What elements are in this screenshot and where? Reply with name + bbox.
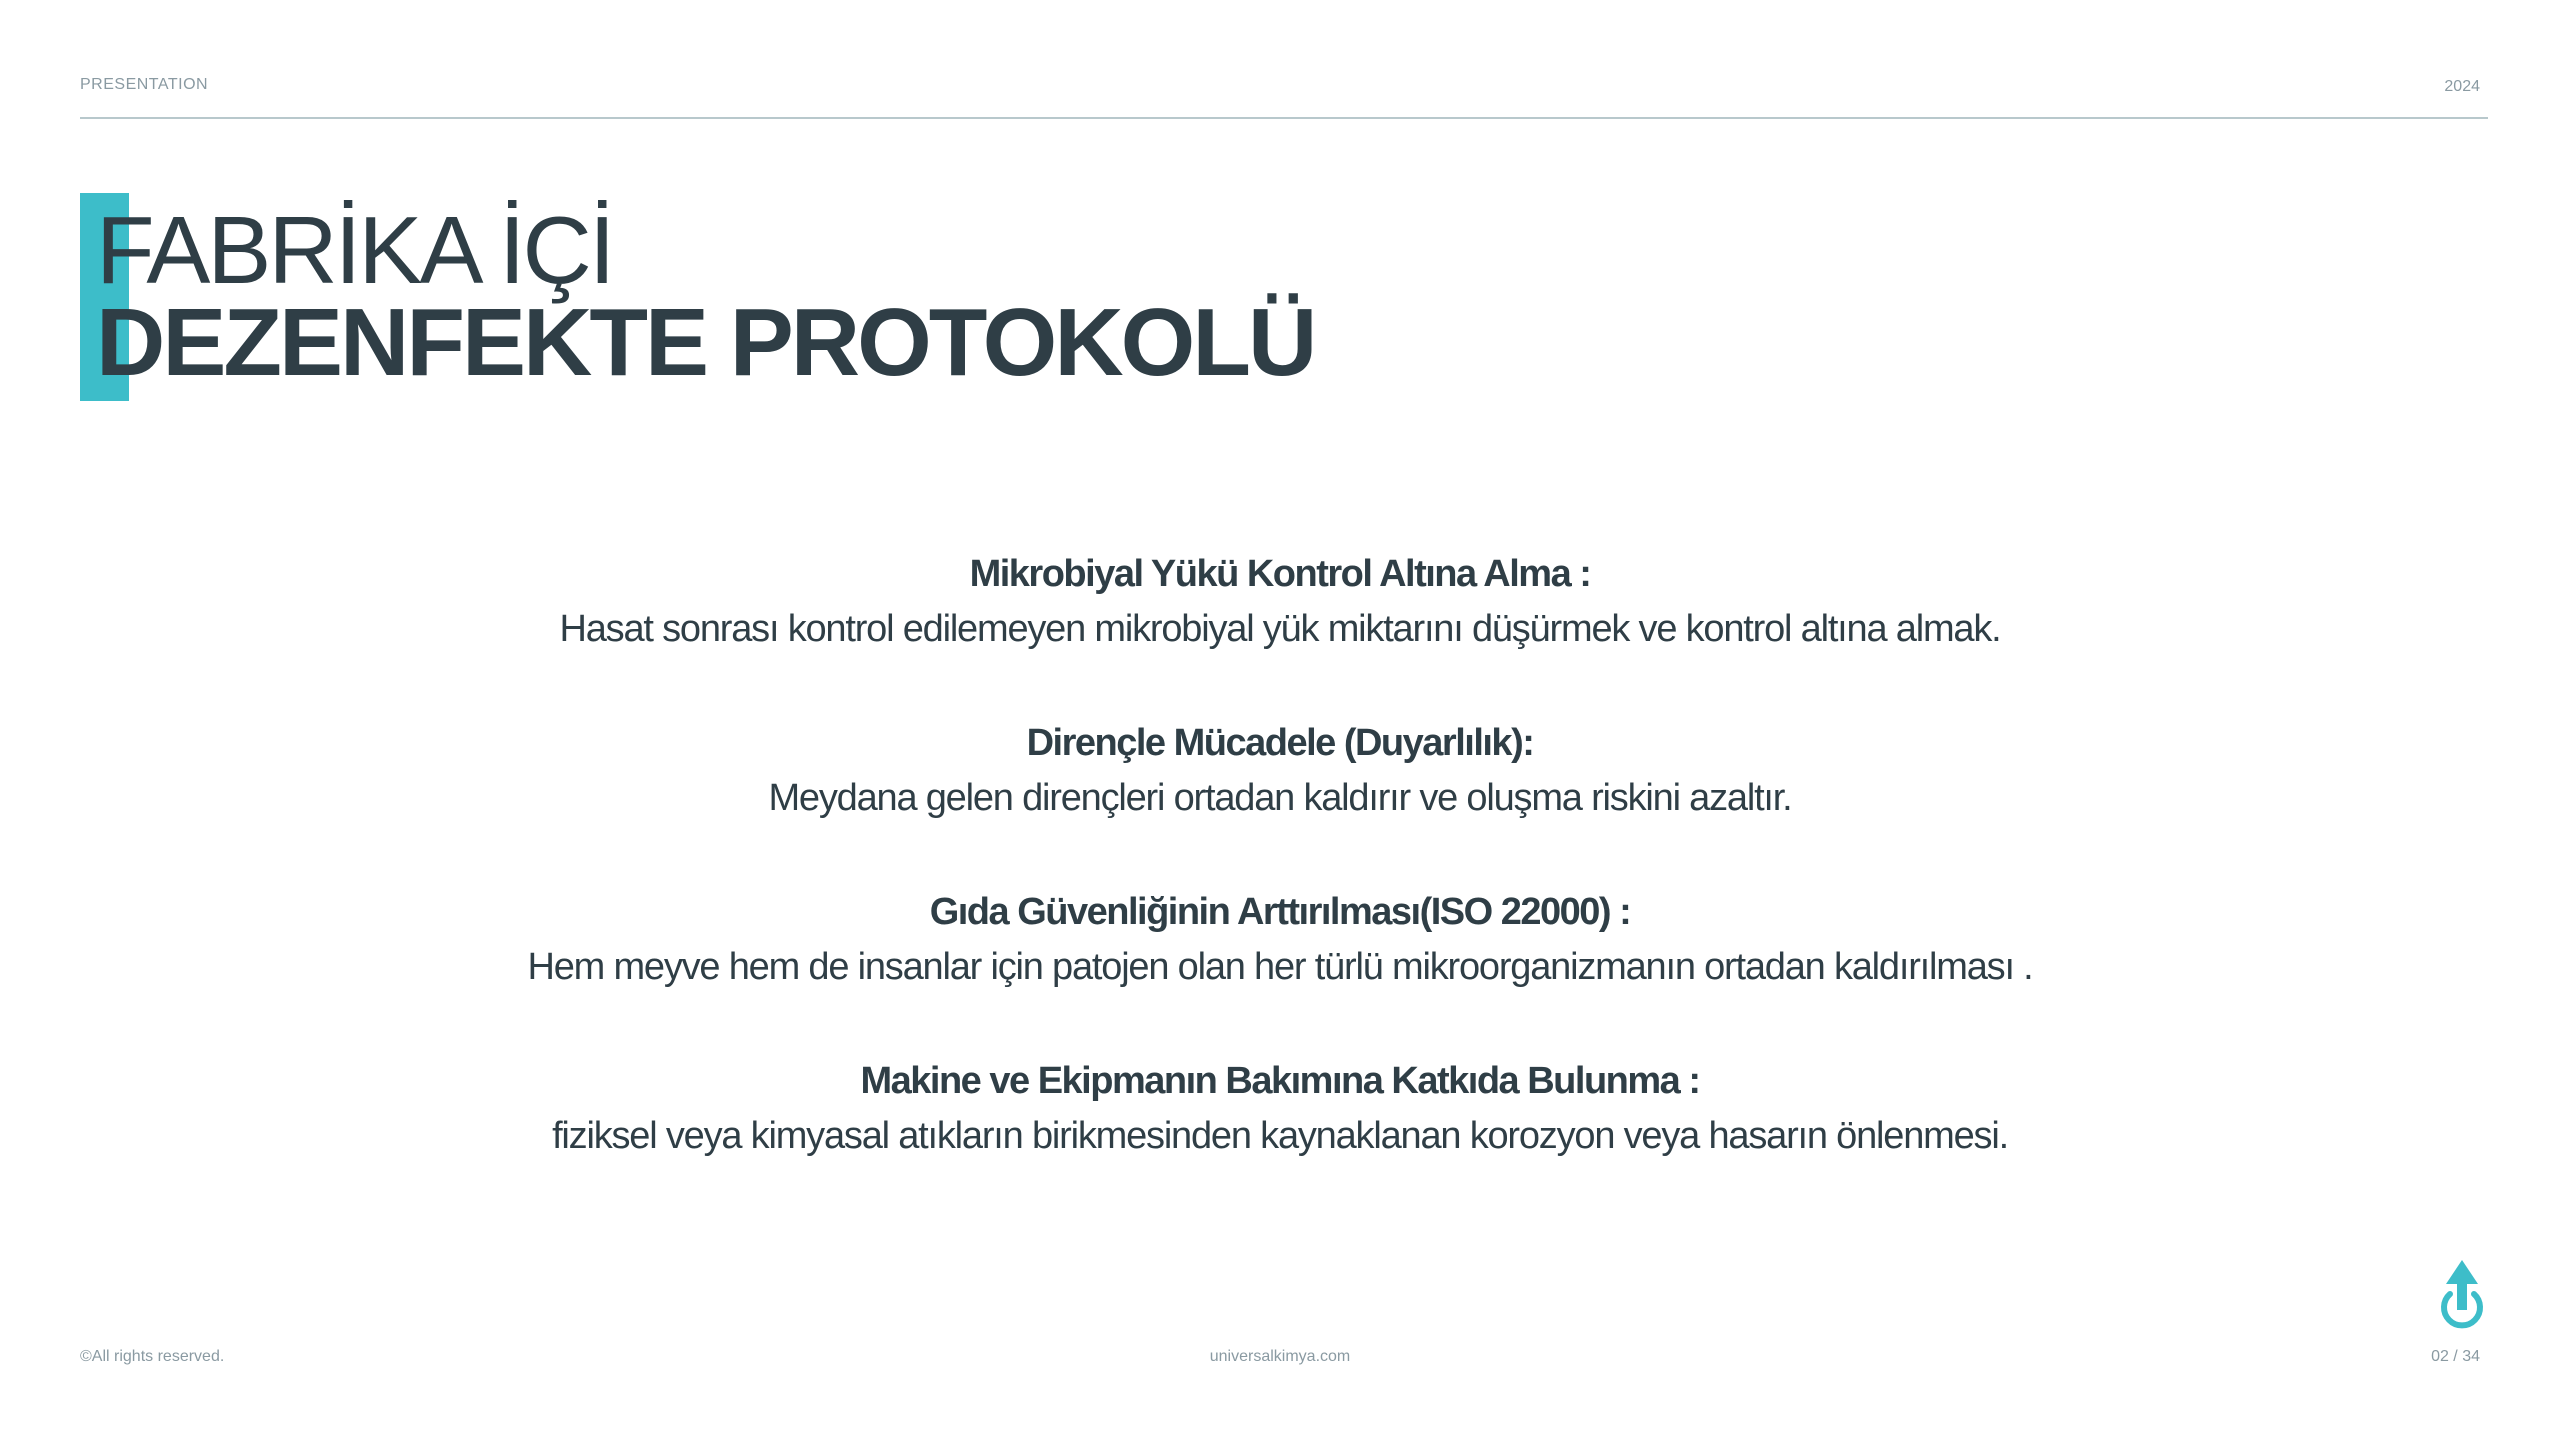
header-divider bbox=[80, 117, 2488, 119]
title-line-2: DEZENFEKTE PROTOKOLÜ bbox=[96, 289, 1315, 396]
item-heading: Makine ve Ekipmanın Bakımına Katkıda Bulunma : bbox=[860, 1060, 1700, 1102]
item-description: Hasat sonrası kontrol edilemeyen mikrobiyal yük miktarını düşürmek ve kontrol altına almak. bbox=[559, 608, 2001, 650]
item-description: fiziksel veya kimyasal atıkların birikmesinden kaynaklanan korozyon veya hasarın önlenmesi. bbox=[552, 1115, 2008, 1157]
item-list bbox=[0, 548, 2560, 1224]
list-item bbox=[0, 1055, 2560, 1224]
footer-copyright: ©All rights reserved. bbox=[80, 1348, 225, 1365]
item-description: Hem meyve hem de insanlar için patojen olan her türlü mikroorganizmanın ortadan kaldırılması . bbox=[527, 946, 2033, 988]
item-description: Meydana gelen dirençleri ortadan kaldırır ve oluşma riskini azaltır. bbox=[768, 777, 1792, 819]
list-item bbox=[0, 548, 2560, 717]
list-item bbox=[0, 886, 2560, 1055]
list-item bbox=[0, 717, 2560, 886]
header-label: PRESENTATION bbox=[80, 76, 209, 93]
drop-arrow-logo-icon bbox=[2436, 1258, 2488, 1332]
item-heading: Dirençle Mücadele (Duyarlılık): bbox=[1026, 722, 1534, 764]
item-heading: Gıda Güvenliğinin Arttırılması(ISO 22000) : bbox=[929, 891, 1631, 933]
footer-page-number: 02 / 34 bbox=[2431, 1348, 2480, 1365]
title-line-1: FABRİKA İÇİ bbox=[96, 197, 613, 304]
header-year: 2024 bbox=[2444, 78, 2480, 95]
footer-website-link[interactable]: universalkimya.com bbox=[1209, 1348, 1351, 1365]
item-heading: Mikrobiyal Yükü Kontrol Altına Alma : bbox=[969, 553, 1591, 595]
